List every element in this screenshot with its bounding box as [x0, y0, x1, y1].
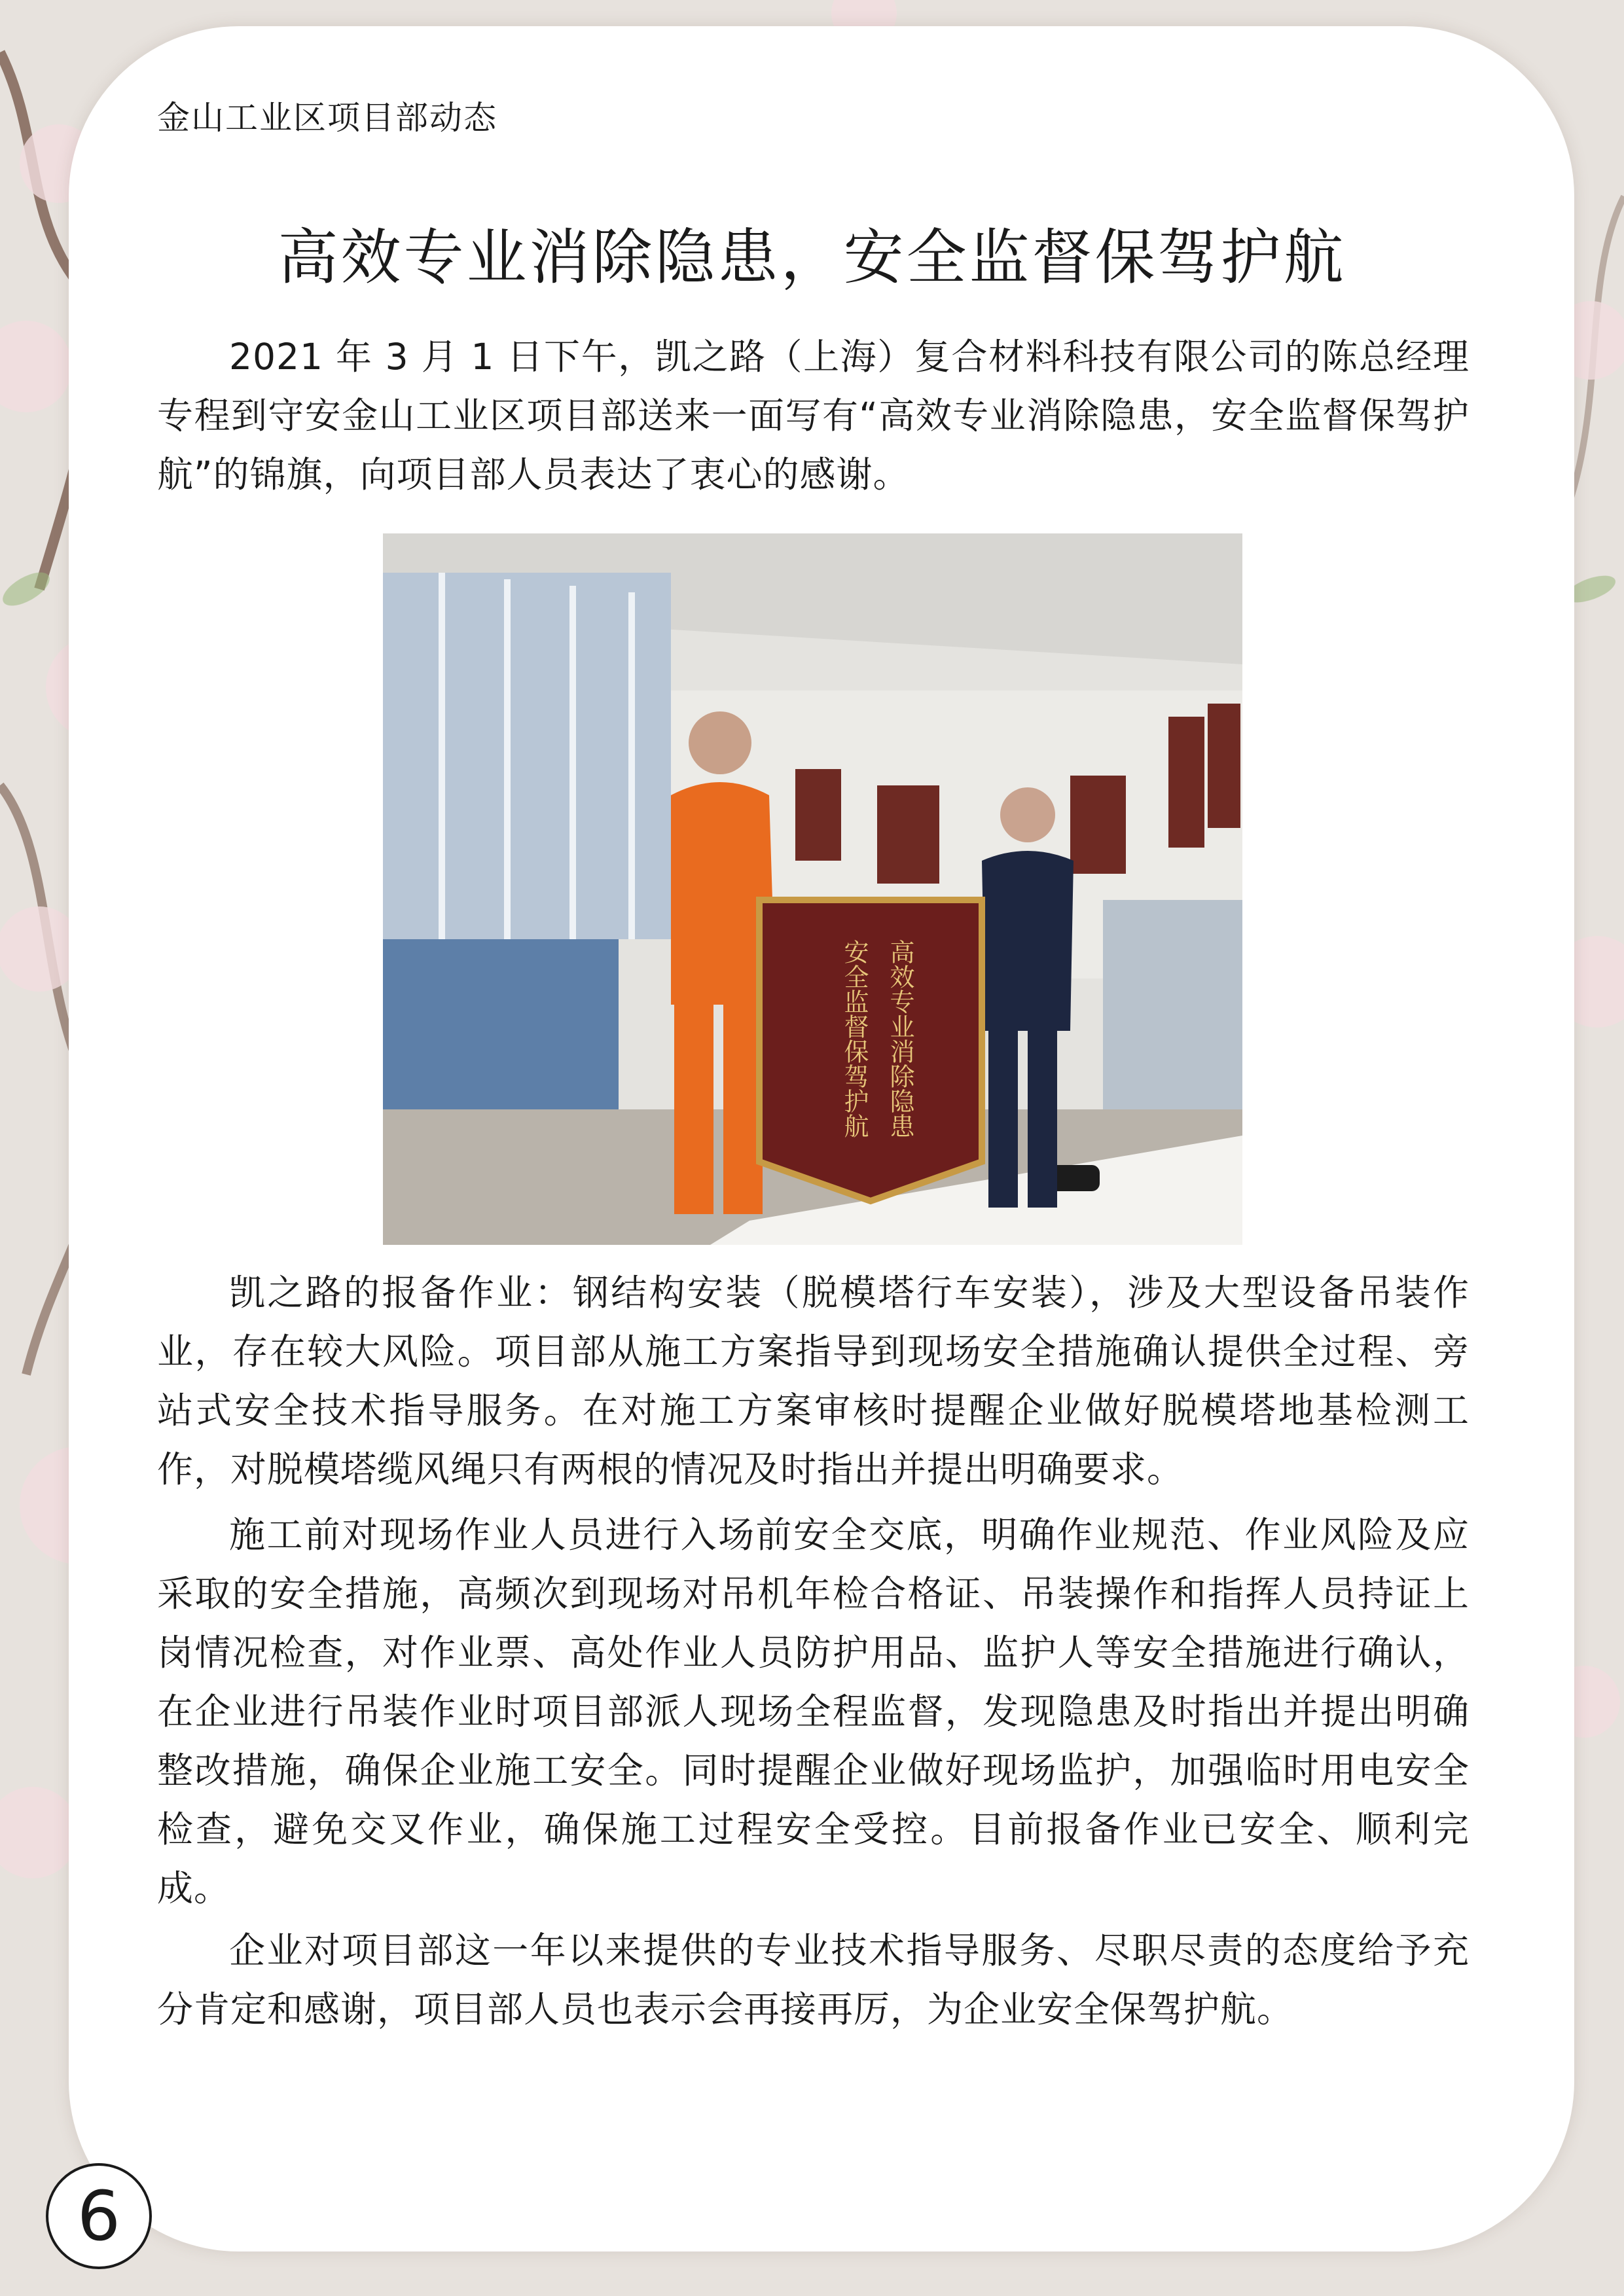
article-paragraph-1: 2021 年 3 月 1 日下午，凯之路（上海）复合材料科技有限公司的陈总经理专程到守安金山工业区项目部送来一面写有“高效专业消除隐患，安全监督保驾护航”的锦旗，向项目部人员表达了衷心的感谢。: [157, 336, 1470, 495]
section-header: 金山工业区项目部动态: [157, 99, 497, 137]
article-title: 高效专业消除隐患，安全监督保驾护航: [278, 223, 1346, 293]
page-number: 6: [46, 2163, 152, 2269]
banner-presentation-photo: [383, 533, 1242, 1245]
banner-line-1: 高效专业消除隐患: [886, 939, 914, 1138]
banner-line-2: 安全监督保驾护航: [840, 939, 869, 1138]
article-paragraph-4: 企业对项目部这一年以来提供的专业技术指导服务、尽职尽责的态度给予充分肯定和感谢，项目部人员也表示会再接再厉，为企业安全保驾护航。: [157, 1929, 1470, 2030]
article-paragraph-3: 施工前对现场作业人员进行入场前安全交底，明确作业规范、作业风险及应采取的安全措施，高频次到现场对吊机年检合格证、吊装操作和指挥人员持证上岗情况检查，对作业票、高处作业人员防护用品、监护人等安全措施进行确认，在企业进行吊装作业时项目部派人现场全程监督，发现隐患及时指出并提出明确整改措施，确保企业施工安全。同时提醒企业做好现场监护，加强临时用电安全检查，避免交叉作业，确保施工过程安全受控。目前报备作业已安全、顺利完成。: [157, 1514, 1470, 1909]
article-paragraph-2: 凯之路的报备作业：钢结构安装（脱模塔行车安装），涉及大型设备吊装作业，存在较大风险。项目部从施工方案指导到现场安全措施确认提供全过程、旁站式安全技术指导服务。在对施工方案审核时提醒企业做好脱模塔地基检测工作，对脱模塔缆风绳只有两根的情况及时指出并提出明确要求。: [157, 1272, 1470, 1490]
